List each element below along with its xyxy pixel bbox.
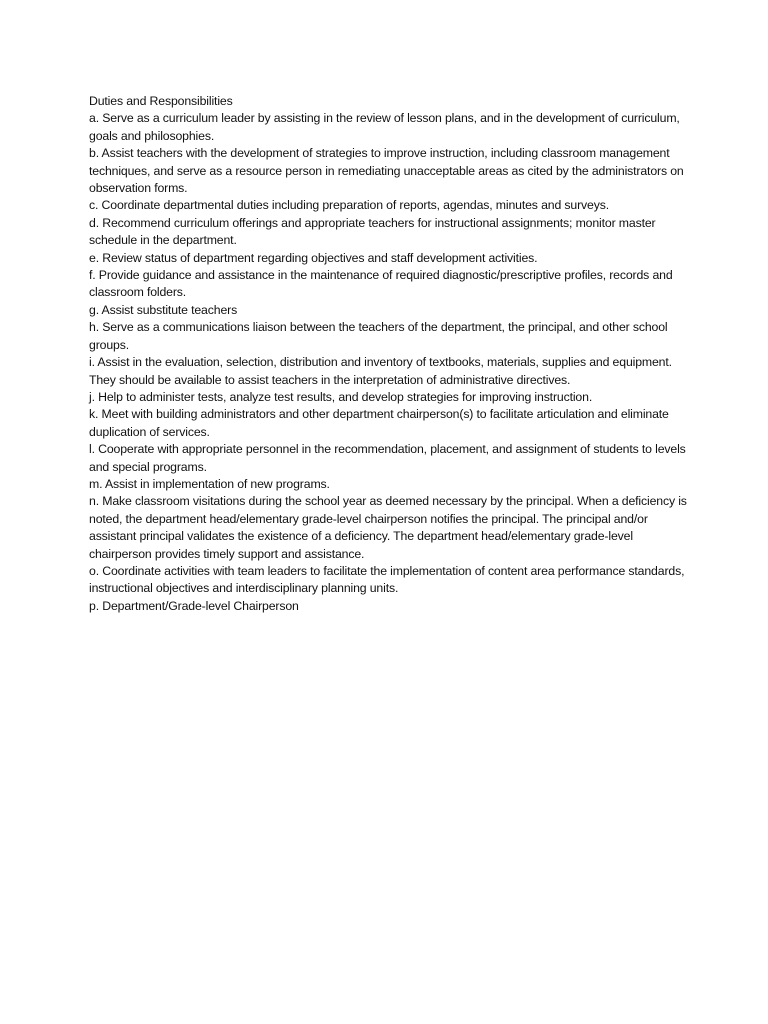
- document-heading: Duties and Responsibilities: [89, 94, 233, 108]
- duty-item-d: d. Recommend curriculum offerings and appropriate teachers for instructional assignments; monitor master schedule in the department.: [89, 215, 656, 248]
- duty-item-l: l. Cooperate with appropriate personnel in the recommendation, placement, and assignment of students to levels and special programs.: [89, 442, 686, 474]
- duty-item-i: i. Assist in the evaluation, selection, distribution and inventory of textbooks, materials, supplies and equipment. They should be available to assist teachers in the interpretation of administrative directives.: [89, 355, 672, 387]
- duty-item-f: f. Provide guidance and assistance in the maintenance of required diagnostic/prescriptive profiles, records and classroom folders.: [89, 268, 673, 300]
- duty-item-o: o. Coordinate activities with team leaders to facilitate the implementation of content area performance standards, instructional objectives and interdisciplinary planning units.: [89, 563, 685, 596]
- duty-item-g: g. Assist substitute teachers: [89, 302, 238, 317]
- duty-item-e: e. Review status of department regarding objectives and staff development activities.: [89, 250, 538, 265]
- duty-item-b: b. Assist teachers with the development of strategies to improve instruction, including classroom management techniques, and serve as a resource person in remediating unacceptable areas as cited by the administrators on observation forms.: [89, 146, 684, 196]
- duty-item-k: k. Meet with building administrators and other department chairperson(s) to facilitate articulation and eliminate duplication of services.: [89, 407, 669, 439]
- duty-item-p: p. Department/Grade-level Chairperson: [89, 598, 299, 613]
- duty-item-h: h. Serve as a communications liaison between the teachers of the department, the principal, and other school groups.: [89, 320, 668, 352]
- duty-item-c: c. Coordinate departmental duties including preparation of reports, agendas, minutes and surveys.: [89, 198, 609, 213]
- document-body: [89, 93, 689, 615]
- duty-item-m: m. Assist in implementation of new programs.: [89, 476, 330, 491]
- duty-item-a: a. Serve as a curriculum leader by assisting in the review of lesson plans, and in the development of curriculum, goals and philosophies.: [89, 111, 680, 143]
- duty-item-n: n. Make classroom visitations during the school year as deemed necessary by the principal. When a deficiency is noted, the department head/elementary grade-level chairperson notifies the principal. The principal and/or assistant principal validates the existence of a deficiency. The department head/elementary grade-level chairperson provides timely support and assistance.: [89, 494, 687, 561]
- duty-item-j: j. Help to administer tests, analyze test results, and develop strategies for improving instruction.: [89, 389, 593, 404]
